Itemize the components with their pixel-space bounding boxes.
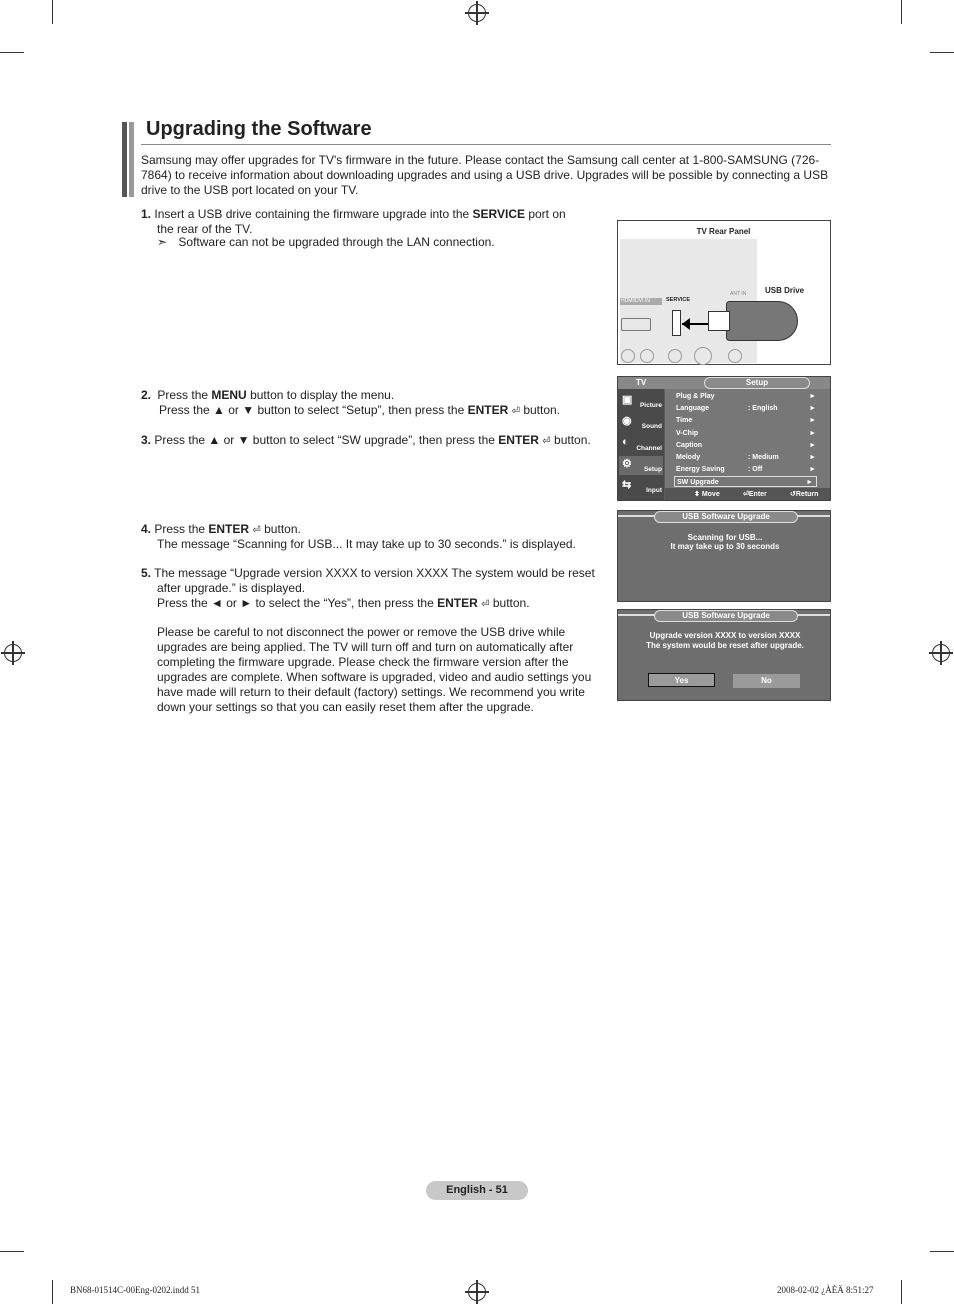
crop-mark [52,0,53,24]
channel-icon: ◐ [622,436,629,448]
scan-dialog-title: USB Software Upgrade [654,511,798,523]
upgrade-message-line: Upgrade version XXXX to version XXXX [649,631,801,640]
menu-row-label: Energy Saving [676,466,725,473]
usb-drive-image [726,301,798,341]
step-text: port on [525,207,566,221]
step-1 [141,207,611,222]
figure-title: TV Rear Panel [696,227,751,236]
osd-nav-return [790,490,818,498]
crop-mark [901,1280,902,1304]
menu-row-melody[interactable] [676,452,822,463]
picture-icon: ▣ [622,394,633,406]
scan-message-line: Scanning for USB... [687,533,763,542]
step-text: Press the ▲ or ▼ button to select “Setup”, then press the [159,403,468,417]
crop-mark [0,1251,24,1252]
rca-jack [621,349,635,363]
s-video-jack [694,347,712,365]
yes-button[interactable]: Yes [648,673,715,687]
ant-in-label: ANT IN [730,291,747,297]
menu-row-v-chip[interactable] [676,428,822,439]
menu-row-value: : Off [748,466,763,473]
arrow-right-icon: ► [809,442,816,449]
arrow-right-icon: ► [809,430,816,437]
registration-mark-icon [468,4,486,22]
enter-icon: ⏎ [542,436,551,447]
step-number: 5. [141,566,152,580]
arrow-right-icon: ► [809,466,816,473]
arrow-right-icon: ► [809,405,816,412]
rca-jack [728,349,742,363]
osd-menu-header: Setup [704,377,810,389]
step-text: Press the [157,388,212,402]
warning-line: have made will return to their default (factory) settings. We recommend you write [157,685,585,699]
step-keyword: ENTER [498,433,539,447]
warning-line: upgrades are complete. When software is upgraded, video and audio settings you [157,670,592,684]
step-1-cont: the rear of the TV. [157,222,253,236]
step-text: button. [489,596,530,610]
registration-mark-icon [4,644,22,662]
step-4-cont: The message “Scanning for USB... It may take up to 30 seconds.” is displayed. [157,537,576,551]
title-divider [141,144,831,145]
step-number: 3. [141,433,152,447]
hdmi-port [621,318,651,331]
side-label: Channel [636,445,662,452]
step-keyword: SERVICE [472,207,525,221]
title-accent-bar [129,122,134,197]
menu-row-language[interactable] [676,403,822,414]
step-text: Press the [154,522,209,536]
page-title: Upgrading the Software [146,118,372,140]
input-icon: ⇆ [622,479,632,491]
menu-row-plug-play[interactable] [676,391,822,402]
print-slug-file: BN68-01514C-00Eng-0202.indd 51 [70,1285,200,1295]
step-5 [141,566,611,581]
side-label: Picture [639,402,662,409]
service-usb-port [672,310,681,336]
intro-paragraph: Samsung may offer upgrades for TV's firmware in the future. Please contact the Samsung call center at 1-800-SAMSUNG (726-7864) to receive information about downloading upgrades and using a USB drive. Upgrades will be possible by connecting a USB drive to the USB port located on your TV. [141,153,829,197]
step-number: 4. [141,522,152,536]
connector-arrow [682,318,690,330]
step-number: 2. [141,388,152,402]
nav-label: Enter [748,491,767,498]
registration-mark-icon [468,1283,486,1301]
arrow-right-icon: ► [809,417,816,424]
step-4 [141,522,611,538]
enter-icon: ⏎ [511,406,520,417]
print-slug-date: 2008-02-02 ¿ÀÈÄ 8:51:27 [777,1285,874,1295]
step-5-warning [157,625,617,715]
arrow-right-icon: ► [809,393,816,400]
menu-row-label: Melody [676,454,701,461]
menu-row-label: Time [676,417,693,424]
warning-line: down your settings so that you can easily reset them after the upgrade. [157,700,534,714]
menu-row-caption[interactable] [676,440,822,451]
step-5-cont: after upgrade.” is displayed. [157,581,306,595]
step-text: button to display the menu. [246,388,395,402]
step-text: The message “Upgrade version XXXX to version XXXX The system would be reset [154,566,595,580]
service-label: SERVICE [666,297,691,303]
note-text: Software can not be upgraded through the LAN connection. [178,235,495,249]
menu-row-label: Caption [676,442,703,449]
side-label: Sound [641,423,662,430]
menu-row-sw-upgrade[interactable] [674,476,817,487]
usb-drive-label: USB Drive [765,286,805,295]
side-label: Setup [643,466,662,473]
warning-line: upgrades are being applied. The TV will turn off and turn on automatically after [157,640,574,654]
menu-row-time[interactable] [676,415,822,426]
step-number: 1. [141,207,152,221]
arrow-right-icon: ► [806,479,813,486]
page-number-badge: English - 51 [426,1181,528,1200]
title-accent-bar [122,122,127,197]
crop-mark [52,1280,53,1304]
registration-mark-icon [932,644,950,662]
nav-label: Move [701,491,720,498]
step-text: Press the ◄ or ► to select the “Yes”, then press the [157,596,438,610]
arrow-right-icon: ► [809,454,816,461]
rca-jack [668,349,682,363]
scan-message-line: It may take up to 30 seconds [670,542,780,551]
crop-mark [901,0,902,24]
tv-rear-panel-figure [617,220,831,365]
menu-row-value: : Medium [748,454,779,461]
osd-nav-enter [743,490,767,498]
osd-nav-move [694,490,720,498]
step-5-cont [157,596,617,612]
sound-icon: ◉ [622,415,632,427]
step-2 [141,388,611,403]
crop-mark [930,52,954,53]
usb-drive-plug [708,311,730,331]
nav-label: Return [795,491,819,498]
hdmi-label: HDMI/DVI IN [621,298,650,304]
menu-row-label: V-Chip [676,430,699,437]
step-text: button. [550,433,591,447]
step-keyword: ENTER [467,403,509,417]
gear-icon: ⚙ [622,458,632,470]
enter-icon: ⏎ [252,525,261,536]
step-text: Press the ▲ or ▼ button to select “SW upgrade”, then press the [154,433,499,447]
step-keyword: ENTER [437,596,478,610]
note-arrow-icon: ➣ [157,235,168,249]
no-button[interactable]: No [733,674,800,688]
step-keyword: MENU [211,388,247,402]
step-text: Insert a USB drive containing the firmware upgrade into the [154,207,473,221]
menu-row-energy-saving[interactable] [676,464,822,475]
enter-icon: ⏎ [481,599,490,610]
osd-side-sound[interactable] [619,413,663,432]
step-text: button. [260,522,301,536]
menu-row-label: Language [676,405,710,412]
step-1-note [157,235,495,250]
menu-row-value: : English [748,405,778,412]
menu-row-label: Plug & Play [676,393,715,400]
osd-side-channel[interactable] [619,435,663,454]
move-updown-icon: ⬍ [694,491,700,498]
step-text: button. [519,403,561,417]
step-3 [141,433,611,449]
upgrade-message-line: The system would be reset after upgrade. [646,641,804,650]
osd-side-input[interactable] [619,477,663,496]
warning-line: completing the firmware upgrade. Please check the firmware version after the [157,655,569,669]
crop-mark [930,1251,954,1252]
osd-tv-label: TV [636,378,647,387]
upgrade-dialog-title: USB Software Upgrade [654,610,798,622]
crop-mark [0,52,24,53]
enter-icon: ⏎ [743,491,749,498]
return-icon: ↺ [790,491,796,498]
rca-jack [640,349,654,363]
osd-side-picture[interactable] [619,392,663,411]
warning-line: Please be careful to not disconnect the power or remove the USB drive while [157,625,566,639]
scanning-dialog [617,510,831,602]
step-keyword: ENTER [208,522,250,536]
side-label: Input [646,487,662,494]
menu-row-label: SW Upgrade [677,479,719,486]
osd-side-setup[interactable] [619,456,663,475]
step-2-cont [159,403,619,419]
